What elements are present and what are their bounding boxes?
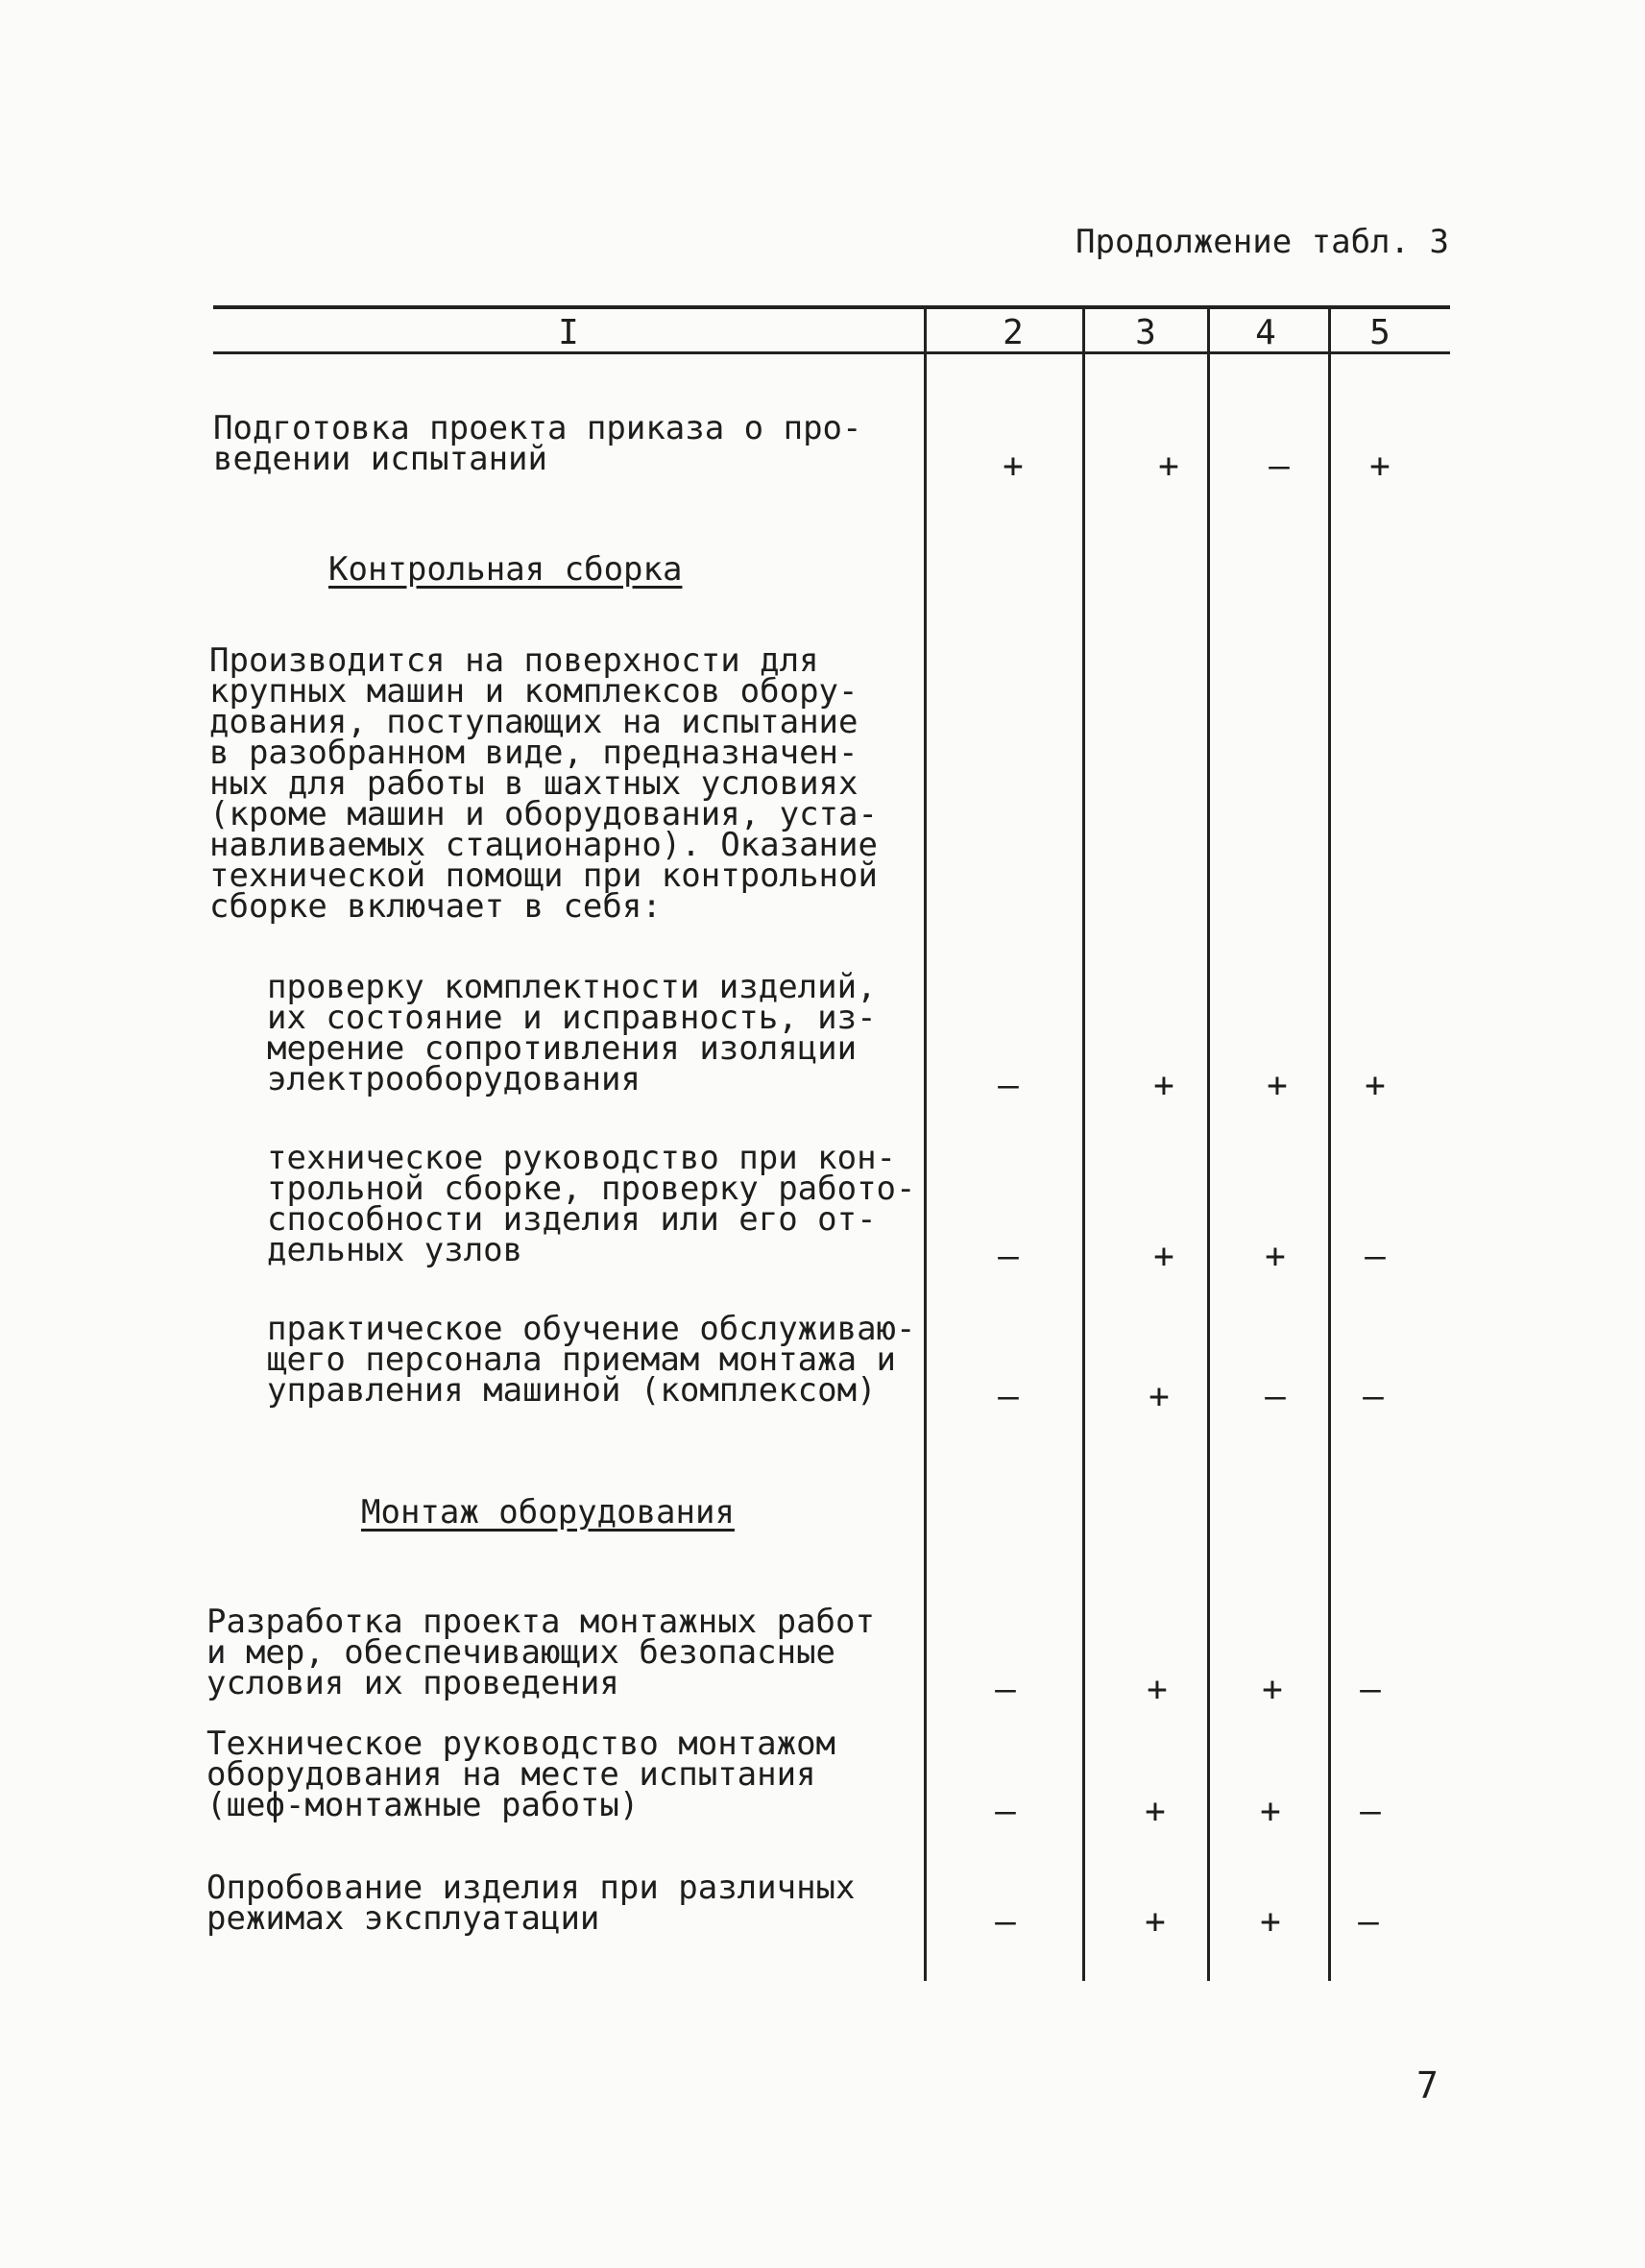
- text-line: (кроме машин и оборудования, уста-: [209, 795, 878, 833]
- mark-col-5: –: [1360, 1670, 1381, 1709]
- text-line: управления машиной (комплексом): [267, 1371, 877, 1410]
- table-row-text: [206, 1725, 836, 1824]
- mark-col-5: –: [1365, 1237, 1386, 1276]
- mark-col-5: +: [1365, 1066, 1386, 1105]
- text-line: оборудования на месте испытания: [206, 1755, 816, 1794]
- table-row-text: [213, 409, 862, 478]
- mark-col-4: –: [1265, 1377, 1286, 1416]
- text-line: Техническое руководство монтажом: [206, 1725, 836, 1763]
- mark-col-3: +: [1145, 1792, 1166, 1831]
- mark-col-3: +: [1149, 1377, 1170, 1416]
- table-row-text: [267, 968, 877, 1098]
- text-line: Разработка проекта монтажных работ: [206, 1603, 875, 1641]
- mark-col-3: +: [1158, 446, 1179, 486]
- text-line: крупных машин и комплексов обору-: [209, 672, 859, 711]
- section-heading-assembly: Контрольная сборка: [328, 550, 683, 589]
- column-divider-2: [1082, 305, 1085, 1981]
- mark-col-2: –: [995, 1792, 1016, 1831]
- text-line: дельных узлов: [267, 1231, 523, 1269]
- column-header-2: 2: [1003, 313, 1024, 352]
- mark-col-5: –: [1360, 1792, 1381, 1831]
- page-number: 7: [1416, 2064, 1439, 2107]
- column-header-1: I: [558, 313, 579, 352]
- text-line: сборке включает в себя:: [209, 887, 662, 926]
- text-line: трольной сборке, проверку работо-: [267, 1170, 916, 1208]
- mark-col-3: +: [1153, 1066, 1174, 1105]
- column-divider-3: [1207, 305, 1210, 1981]
- mark-col-4: +: [1262, 1670, 1283, 1709]
- mark-col-4: +: [1265, 1237, 1286, 1276]
- mark-col-5: –: [1363, 1377, 1384, 1416]
- mark-col-4: +: [1267, 1066, 1288, 1105]
- text-line: мерение сопротивления изоляции: [267, 1029, 858, 1068]
- text-line: в разобранном виде, предназначен-: [209, 734, 859, 772]
- text-line: их состояние и исправность, из-: [267, 999, 877, 1037]
- text-line: щего персонала приемам монтажа и: [267, 1340, 897, 1379]
- text-line: практическое обучение обслуживаю-: [267, 1310, 916, 1348]
- column-divider-1: [924, 305, 927, 1981]
- table-row-text: [267, 1310, 916, 1410]
- text-line: и мер, обеспечивающих безопасные: [206, 1633, 836, 1672]
- mark-col-2: –: [995, 1670, 1016, 1709]
- text-line: Производится на поверхности для: [209, 641, 819, 680]
- mark-col-4: +: [1260, 1902, 1281, 1942]
- text-line: дования, поступающих на испытание: [209, 703, 859, 741]
- mark-col-3: +: [1147, 1670, 1168, 1709]
- mark-col-2: –: [998, 1066, 1019, 1105]
- text-line: ных для работы в шахтных условиях: [209, 764, 859, 803]
- text-line: Подготовка проекта приказа о про-: [213, 409, 862, 447]
- section-heading-mounting: Монтаж оборудования: [361, 1493, 735, 1532]
- mark-col-2: –: [998, 1237, 1019, 1276]
- table-continuation-caption: Продолжение табл. 3: [1076, 223, 1449, 261]
- mark-col-4: +: [1260, 1792, 1281, 1831]
- text-line: техническое руководство при кон-: [267, 1139, 897, 1177]
- table-row-text: [206, 1869, 856, 1938]
- mark-col-3: +: [1145, 1902, 1166, 1942]
- text-line: условия их проведения: [206, 1664, 619, 1702]
- text-line: Опробование изделия при различных: [206, 1869, 856, 1907]
- text-line: (шеф-монтажные работы): [206, 1786, 640, 1824]
- mark-col-5: +: [1369, 446, 1391, 486]
- column-header-4: 4: [1255, 313, 1276, 352]
- text-line: ведении испытаний: [213, 440, 547, 478]
- text-line: способности изделия или его от-: [267, 1200, 877, 1239]
- mark-col-3: +: [1153, 1237, 1174, 1276]
- text-line: электрооборудования: [267, 1060, 641, 1098]
- mark-col-2: –: [998, 1377, 1019, 1416]
- mark-col-5: –: [1358, 1902, 1379, 1942]
- text-line: режимах эксплуатации: [206, 1899, 600, 1938]
- table-top-rule: [213, 305, 1450, 309]
- table-row-text: [267, 1139, 916, 1269]
- table-row-text: [209, 641, 878, 926]
- column-header-3: 3: [1135, 313, 1156, 352]
- mark-col-2: +: [1003, 446, 1024, 486]
- table-row-text: [206, 1603, 875, 1702]
- mark-col-4: –: [1269, 446, 1290, 486]
- mark-col-2: –: [995, 1902, 1016, 1942]
- column-header-5: 5: [1369, 313, 1391, 352]
- column-divider-4: [1328, 305, 1331, 1981]
- text-line: навливаемых стационарно). Оказание: [209, 826, 878, 864]
- text-line: технической помощи при контрольной: [209, 857, 878, 895]
- text-line: проверку комплектности изделий,: [267, 968, 877, 1006]
